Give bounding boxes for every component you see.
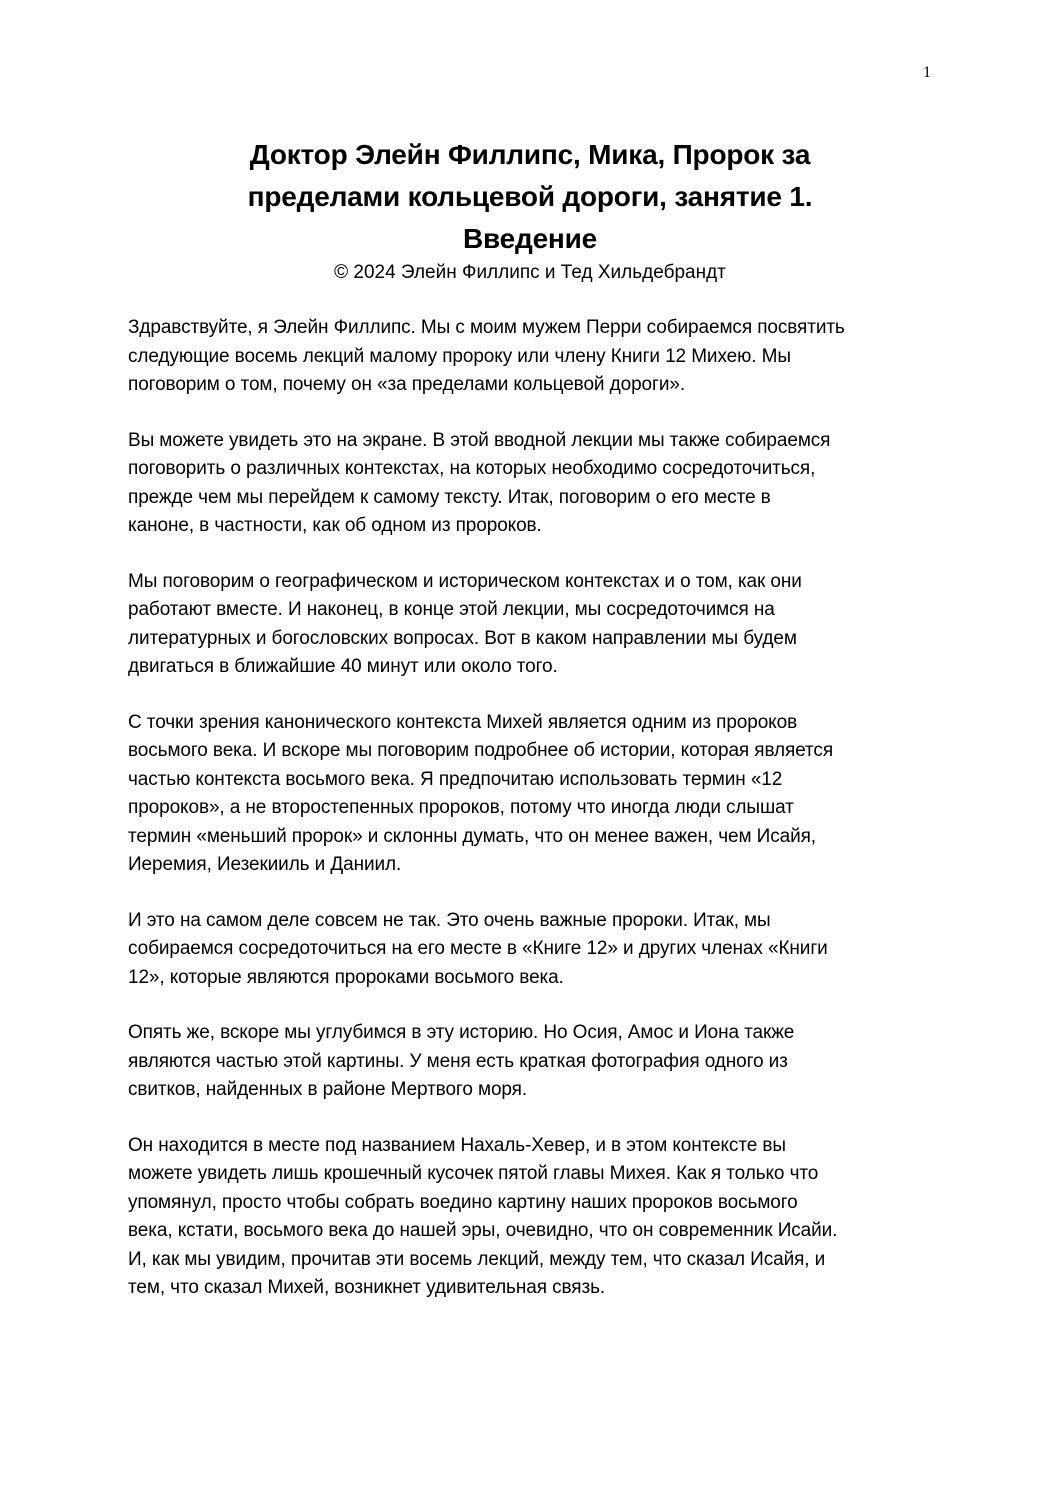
text-line: Опять же, вскоре мы углубимся в эту историю. Но Осия, Амос и Иона также: [128, 1022, 795, 1043]
paragraph: [128, 427, 940, 541]
text-line: Иеремия, Иезекииль и Даниил.: [128, 854, 402, 875]
text-line: 12», которые являются пророками восьмого века.: [128, 966, 564, 988]
text-line: С точки зрения канонического контекста Михей является одним из пророков: [128, 711, 798, 733]
text-line: литературных и богословских вопросах. Вот в каком направлении мы будем: [128, 627, 797, 649]
text-line: работают вместе. И наконец, в конце этой лекции, мы сосредоточимся на: [128, 599, 775, 620]
text-line: И это на самом деле совсем не так. Это очень важные пророки. Итак, мы: [128, 909, 771, 931]
title-line: Доктор Элейн Филлипс, Мика, Пророк за: [249, 139, 811, 170]
title-block: [130, 134, 930, 286]
body-text: [128, 314, 940, 1330]
text-line: собираемся сосредоточиться на его месте в «Книге 12» и других членах «Книги: [128, 938, 828, 959]
text-line: века, кстати, восьмого века до нашей эры, очевидно, что он современник Исайи.: [128, 1220, 838, 1241]
title-line: Введение: [462, 223, 598, 254]
text-line: Здравствуйте, я Элейн Филлипс. Мы с моим мужем Перри собираемся посвятить: [128, 317, 845, 338]
text-line: пророков», а не второстепенных пророков, потому что иногда люди слышат: [128, 797, 794, 818]
text-line: Он находится в месте под названием Нахаль-Хевер, и в этом контексте вы: [128, 1134, 786, 1156]
text-line: восьмого века. И вскоре мы поговорим подробнее об истории, которая является: [128, 740, 834, 761]
text-line: можете увидеть лишь крошечный кусочек пятой главы Михея. Как я только что: [128, 1163, 819, 1184]
text-line: Вы можете увидеть это на экране. В этой вводной лекции мы также собираемся: [128, 429, 831, 451]
paragraph: [128, 568, 940, 682]
text-line: частью контекста восьмого века. Я предпочитаю использовать термин «12: [128, 768, 783, 790]
text-line: являются частью этой картины. У меня есть краткая фотография одного из: [128, 1050, 788, 1072]
title-line: пределами кольцевой дороги, занятие 1.: [247, 181, 813, 212]
text-line: каноне, в частности, как об одном из пророков.: [128, 515, 542, 536]
text-line: упомянул, просто чтобы собрать воедино картину наших пророков восьмого: [128, 1191, 798, 1213]
paragraph: [128, 314, 940, 400]
document-title: [130, 134, 930, 260]
paragraph: [128, 709, 940, 880]
text-line: прежде чем мы перейдем к самому тексту. Итак, поговорим о его месте в: [128, 486, 771, 508]
text-line: поговорить о различных контекстах, на которых необходимо сосредоточиться,: [128, 458, 816, 479]
copyright-line: © 2024 Элейн Филлипс и Тед Хильдебрандт: [334, 262, 726, 283]
text-line: И, как мы увидим, прочитав эти восемь лекций, между тем, что сказал Исайя, и: [128, 1248, 826, 1270]
text-line: двигаться в ближайшие 40 минут или около того.: [128, 656, 558, 677]
text-line: тем, что сказал Михей, возникнет удивительная связь.: [128, 1277, 606, 1298]
paragraph: [128, 1019, 940, 1105]
paragraph: [128, 907, 940, 993]
paragraph: [128, 1132, 940, 1303]
text-line: поговорим о том, почему он «за пределами кольцевой дороги».: [128, 374, 685, 395]
text-line: следующие восемь лекций малому пророку или члену Книги 12 Михею. Мы: [128, 345, 791, 367]
page-number: 1: [923, 64, 931, 81]
text-line: Мы поговорим о географическом и историческом контекстах и о том, как они: [128, 570, 802, 592]
text-line: свитков, найденных в районе Мертвого моря.: [128, 1079, 528, 1100]
text-line: термин «меньший пророк» и склонны думать, что он менее важен, чем Исайя,: [128, 825, 816, 847]
